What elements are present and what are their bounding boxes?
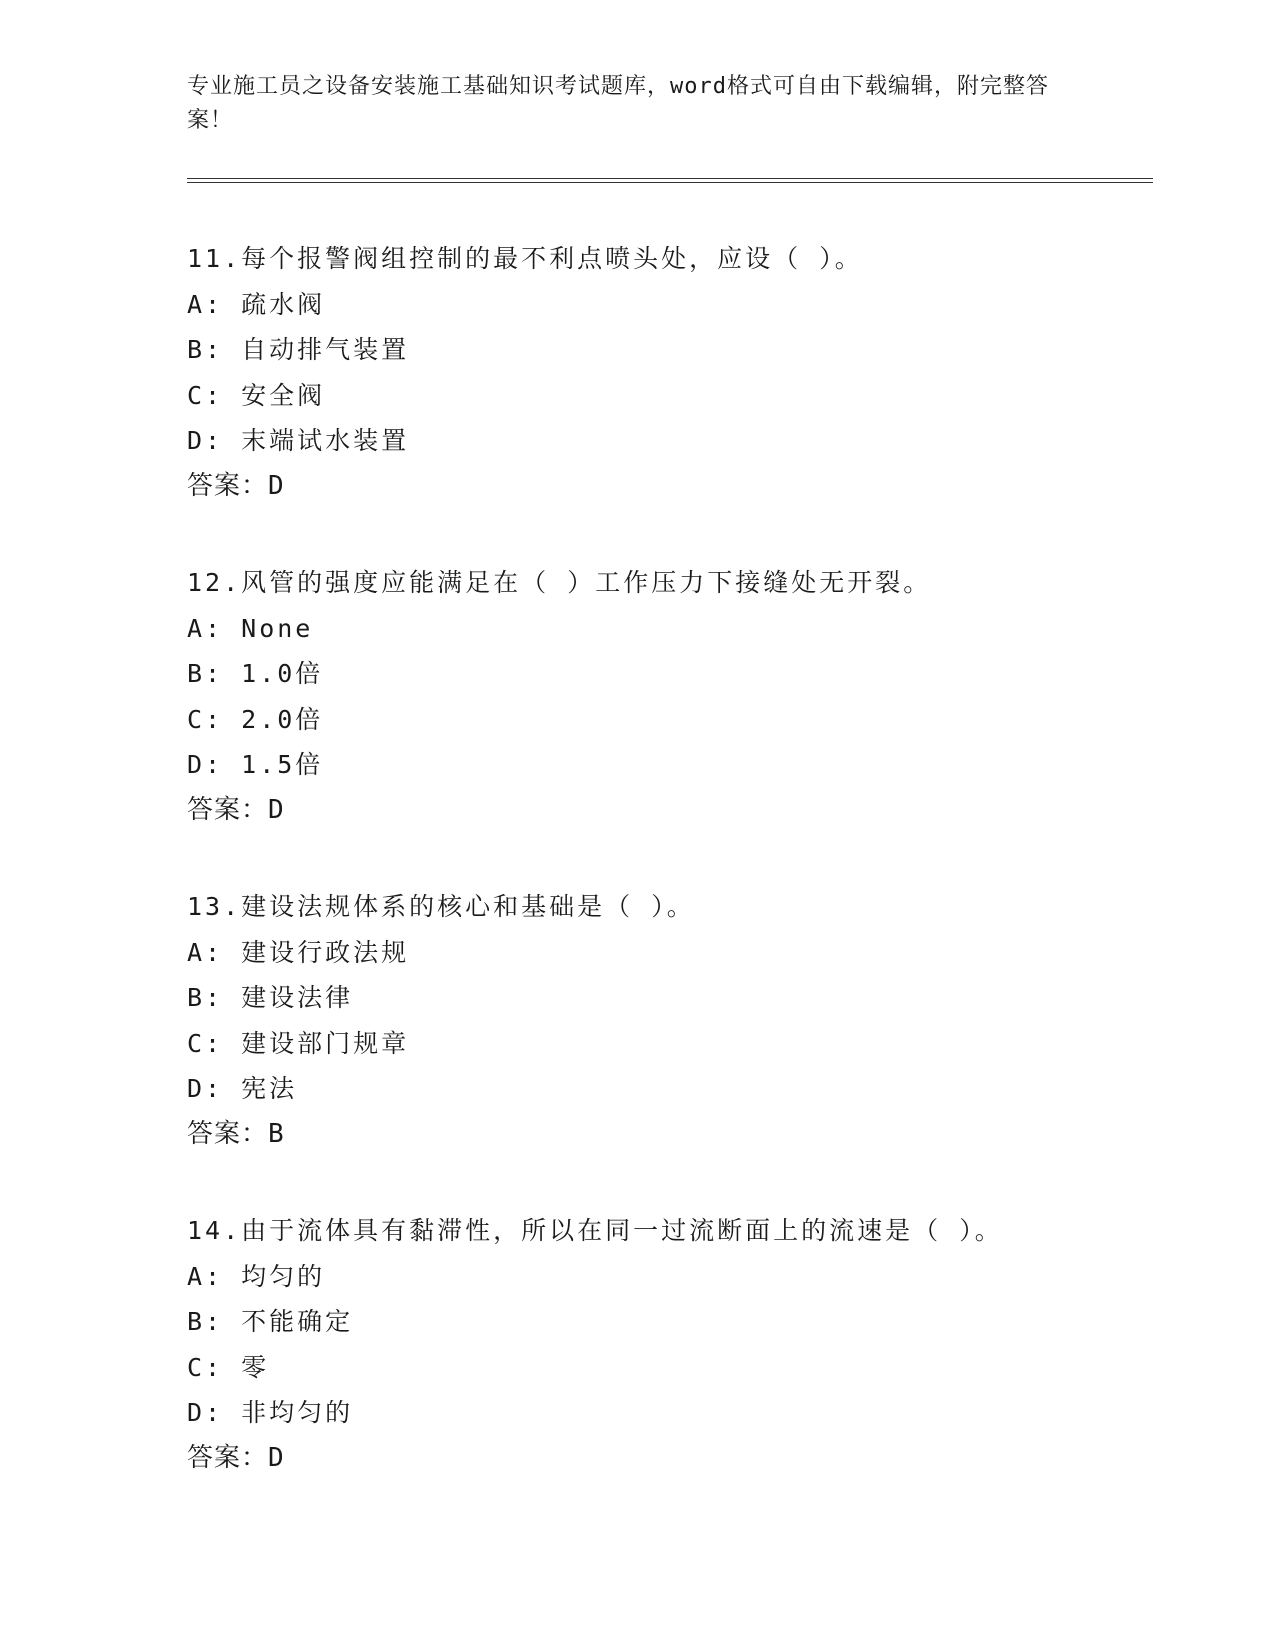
header-divider-bottom xyxy=(187,182,1153,183)
option-a: A: 建设行政法规 xyxy=(187,937,410,967)
option-c: C: 安全阀 xyxy=(187,380,326,410)
option-c: C: 建设部门规章 xyxy=(187,1028,410,1058)
option-c: C: 2.0倍 xyxy=(187,704,324,734)
answer-label: 答案： xyxy=(187,470,269,501)
answer xyxy=(187,464,1167,510)
option-b: B: 不能确定 xyxy=(187,1307,354,1336)
option-b: B: 1.0倍 xyxy=(187,659,324,688)
option-a: A: 疏水阀 xyxy=(187,289,326,319)
answer-value: D xyxy=(268,470,285,501)
option-d: D: 末端试水装置 xyxy=(187,426,410,455)
option-a: A: None xyxy=(187,613,314,643)
document-header: 专业施工员之设备安装施工基础知识考试题库，word格式可自由下载编辑，附完整答案！ xyxy=(187,74,1049,133)
question-title: 13.建设法规体系的核心和基础是（ ）。 xyxy=(187,892,695,921)
option-d: D: 非均匀的 xyxy=(187,1398,354,1427)
option-d: D: 1.5倍 xyxy=(187,750,324,779)
question-13 xyxy=(187,884,1167,1157)
question-list xyxy=(187,236,1167,1532)
option-d: D: 宪法 xyxy=(187,1074,298,1103)
question-title: 14.由于流体具有黏滞性，所以在同一过流断面上的流速是（ ）。 xyxy=(187,1216,1003,1245)
answer-label: 答案： xyxy=(187,1118,269,1149)
answer xyxy=(187,1436,1167,1482)
option-b: B: 自动排气装置 xyxy=(187,335,410,364)
answer-value: B xyxy=(268,1118,285,1149)
question-14 xyxy=(187,1208,1167,1481)
option-c: C: 零 xyxy=(187,1352,270,1382)
answer-label: 答案： xyxy=(187,794,269,825)
option-b: B: 建设法律 xyxy=(187,983,354,1012)
answer xyxy=(187,1112,1167,1158)
header-divider-top xyxy=(187,178,1153,179)
answer-label: 答案： xyxy=(187,1442,269,1473)
option-a: A: 均匀的 xyxy=(187,1261,326,1291)
answer-value: D xyxy=(268,794,285,825)
question-title: 11.每个报警阀组控制的最不利点喷头处，应设（ ）。 xyxy=(187,244,863,273)
question-12 xyxy=(187,560,1167,833)
question-title: 12.风管的强度应能满足在（ ）工作压力下接缝处无开裂。 xyxy=(187,568,932,597)
question-11 xyxy=(187,236,1167,509)
answer-value: D xyxy=(268,1442,285,1473)
answer xyxy=(187,788,1167,834)
